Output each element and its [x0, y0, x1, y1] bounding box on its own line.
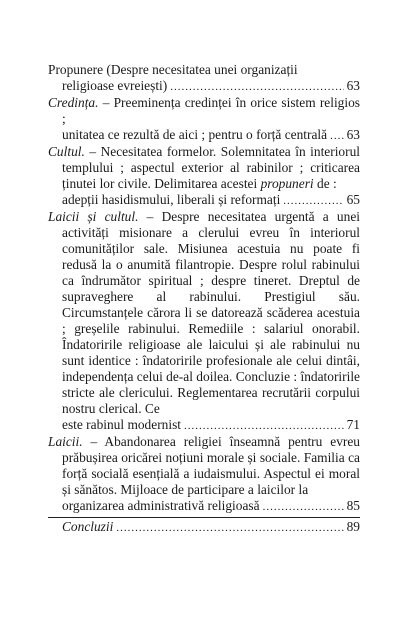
dot-leader — [283, 193, 343, 209]
toc-entry-title: Concluzii — [62, 519, 114, 534]
toc-entry-tail-text: organizarea administrativă religioasă — [62, 498, 260, 513]
toc-entry-tail — [62, 519, 360, 536]
toc-entry-title: Credința. — [48, 95, 99, 110]
toc-entry-cultul — [48, 144, 360, 209]
toc-entry-credinta — [48, 95, 360, 144]
toc-entry-tail — [62, 127, 360, 144]
toc-entry-text: – Necesitatea formelor. Solemnitatea în interiorul templului ; aspectul exterior al rabinilor ; criticarea ținutei lor civile. Delimitarea acestei — [62, 144, 360, 191]
page-number: 63 — [346, 78, 360, 93]
toc-entry-text: – Preeminența credinței în orice sistem religios ; — [62, 95, 360, 126]
dot-leader — [184, 418, 344, 434]
page-number: 63 — [346, 127, 360, 142]
toc-entry-tail-text: este rabinul modernist — [62, 417, 181, 432]
toc-entry-text: – Abandonarea religiei înseamnă pentru evreu prăbușirea oricărei noțiuni morale și sociale. Familia ca forță socială esențială a iudaismului. Aspectul ei moral și sănătos. Mijloace de participare a laicilor la — [62, 434, 360, 497]
toc-entry-propunere — [48, 62, 360, 95]
page-number: 65 — [346, 192, 360, 207]
dot-leader — [263, 499, 344, 515]
page-number: 71 — [346, 417, 360, 432]
toc-entry-title: Laicii și cultul. — [48, 209, 139, 224]
page-number: 89 — [346, 519, 360, 534]
toc-entry-tail-text: adepții hasidismului, liberali și reformați — [62, 192, 281, 207]
toc-entry-tail — [62, 192, 360, 209]
toc-entry-tail — [62, 498, 360, 515]
toc-entry-title: Laicii. — [48, 434, 83, 449]
toc-entry-tail-text: religioase evreiești) — [62, 78, 168, 93]
toc-entry-text-end: de : — [317, 176, 337, 191]
dot-leader — [330, 128, 344, 144]
dot-leader — [116, 520, 343, 536]
toc-entry-laicii-si-cultul — [48, 209, 360, 434]
toc-entry-concluzii — [48, 519, 360, 536]
divider-line — [48, 517, 360, 518]
dot-leader — [170, 79, 343, 95]
toc-entry-tail — [62, 78, 360, 95]
toc-entry-tail — [62, 417, 360, 434]
toc-entry-title: Cultul. — [48, 144, 85, 159]
toc-entry-text: – Despre necesitatea urgentă a unei activități misionare a clerului evreu în interiorul comunităților sale. Misiunea acestuia nu poate fi redusă la o anumită filantropie. Despre rolul rabinului ca îndrumător spiritual ; despre tineret. Dreptul de supraveghere al rabinului. Prestigiul său. Circumstanțele cărora li se datorează scăderea acestuia ; greșelile rabinului. Remediile : salariul onorabil. Îndatoririle religioase ale laicului și ale rabinului nu sunt identice : îndatoririle profesionale ale celui dintâi, independența celui de-al doilea. Concluzie : îndatoririle stricte ale clericului. Reglementarea recrutării corpului nostru clerical. Ce — [62, 209, 360, 416]
toc-entry-tail-text: unitatea ce rezultă de aici ; pentru o forță centrală — [62, 127, 328, 142]
page-number: 85 — [346, 498, 360, 513]
toc-entry-emphasis: propuneri — [260, 176, 314, 191]
toc-entry-laicii — [48, 434, 360, 515]
toc-entry-text: Propunere (Despre necesitatea unei organizații — [48, 62, 298, 77]
table-of-contents — [48, 62, 360, 536]
